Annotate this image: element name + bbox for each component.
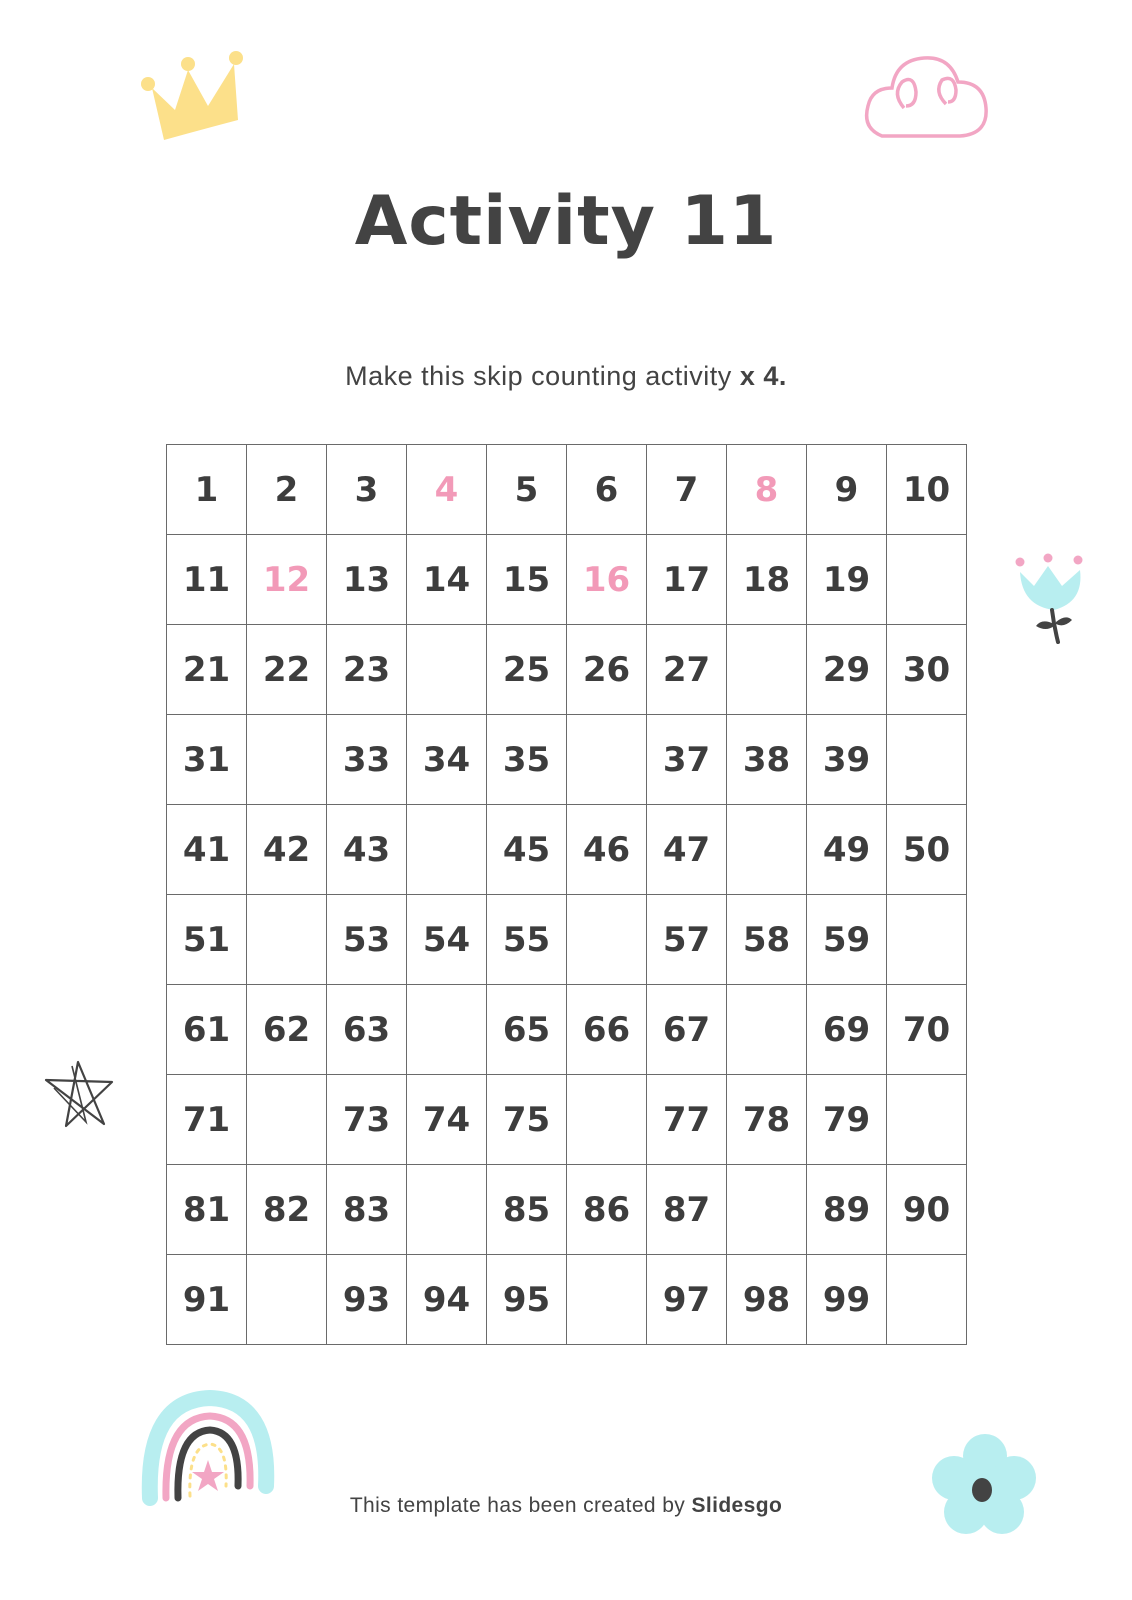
grid-cell: 31 [167, 715, 247, 805]
grid-cell: 19 [807, 535, 887, 625]
grid-cell: 21 [167, 625, 247, 715]
instruction-emphasis: x 4. [739, 361, 787, 391]
grid-cell: 14 [407, 535, 487, 625]
grid-cell-empty[interactable] [247, 1075, 327, 1165]
grid-row [167, 445, 967, 535]
grid-cell-empty[interactable] [567, 1255, 647, 1345]
rainbow-icon [140, 1390, 276, 1506]
crown-icon [140, 48, 250, 143]
grid-cell: 51 [167, 895, 247, 985]
grid-cell: 94 [407, 1255, 487, 1345]
grid-cell: 29 [807, 625, 887, 715]
grid-cell: 82 [247, 1165, 327, 1255]
footer-credit [0, 1494, 1132, 1518]
grid-cell-empty[interactable] [887, 715, 967, 805]
grid-cell: 2 [247, 445, 327, 535]
grid-cell: 45 [487, 805, 567, 895]
grid-cell: 46 [567, 805, 647, 895]
grid-row [167, 535, 967, 625]
grid-cell-empty[interactable] [887, 895, 967, 985]
grid-cell: 22 [247, 625, 327, 715]
grid-cell: 3 [327, 445, 407, 535]
tulip-icon [1014, 552, 1094, 652]
grid-cell: 15 [487, 535, 567, 625]
grid-cell: 61 [167, 985, 247, 1075]
grid-cell-empty[interactable] [247, 715, 327, 805]
grid-cell: 65 [487, 985, 567, 1075]
grid-cell: 50 [887, 805, 967, 895]
grid-cell: 62 [247, 985, 327, 1075]
grid-row [167, 1255, 967, 1345]
grid-cell: 16 [567, 535, 647, 625]
grid-cell: 81 [167, 1165, 247, 1255]
grid-cell-empty[interactable] [727, 1165, 807, 1255]
grid-cell: 1 [167, 445, 247, 535]
grid-cell: 12 [247, 535, 327, 625]
cloud-icon [862, 48, 992, 144]
grid-cell: 97 [647, 1255, 727, 1345]
grid-cell: 10 [887, 445, 967, 535]
footer-text: This template has been created by [349, 1494, 686, 1517]
footer-brand: Slidesgo [691, 1494, 783, 1517]
grid-cell: 59 [807, 895, 887, 985]
grid-cell: 13 [327, 535, 407, 625]
grid-cell: 67 [647, 985, 727, 1075]
grid-row [167, 625, 967, 715]
grid-cell: 25 [487, 625, 567, 715]
grid-row [167, 1075, 967, 1165]
grid-cell: 85 [487, 1165, 567, 1255]
star-icon [42, 1058, 118, 1134]
grid-cell: 57 [647, 895, 727, 985]
instruction [0, 361, 1132, 392]
grid-cell-empty[interactable] [247, 895, 327, 985]
grid-cell: 34 [407, 715, 487, 805]
grid-cell: 49 [807, 805, 887, 895]
grid-row [167, 715, 967, 805]
grid-cell: 4 [407, 445, 487, 535]
grid-cell: 89 [807, 1165, 887, 1255]
grid-cell-empty[interactable] [407, 985, 487, 1075]
grid-cell: 43 [327, 805, 407, 895]
grid-cell: 90 [887, 1165, 967, 1255]
grid-cell: 39 [807, 715, 887, 805]
grid-cell: 37 [647, 715, 727, 805]
grid-cell: 98 [727, 1255, 807, 1345]
grid-cell-empty[interactable] [407, 805, 487, 895]
grid-cell-empty[interactable] [727, 625, 807, 715]
grid-cell: 33 [327, 715, 407, 805]
grid-cell: 8 [727, 445, 807, 535]
grid-cell-empty[interactable] [247, 1255, 327, 1345]
grid-cell-empty[interactable] [567, 895, 647, 985]
grid-cell-empty[interactable] [727, 985, 807, 1075]
grid-cell: 95 [487, 1255, 567, 1345]
grid-cell: 11 [167, 535, 247, 625]
grid-cell: 93 [327, 1255, 407, 1345]
grid-cell: 38 [727, 715, 807, 805]
grid-cell: 5 [487, 445, 567, 535]
grid-cell-empty[interactable] [727, 805, 807, 895]
grid-cell: 79 [807, 1075, 887, 1165]
grid-cell: 71 [167, 1075, 247, 1165]
grid-cell: 91 [167, 1255, 247, 1345]
grid-cell-empty[interactable] [407, 625, 487, 715]
grid-cell: 55 [487, 895, 567, 985]
grid-cell: 42 [247, 805, 327, 895]
grid-cell: 75 [487, 1075, 567, 1165]
grid-cell: 41 [167, 805, 247, 895]
grid-cell-empty[interactable] [567, 715, 647, 805]
grid-cell-empty[interactable] [887, 1255, 967, 1345]
grid-cell: 53 [327, 895, 407, 985]
grid-row [167, 895, 967, 985]
page-title: Activity 11 [354, 182, 778, 261]
grid-cell: 77 [647, 1075, 727, 1165]
grid-cell-empty[interactable] [887, 535, 967, 625]
grid-cell: 78 [727, 1075, 807, 1165]
grid-cell: 66 [567, 985, 647, 1075]
number-grid [166, 444, 967, 1345]
grid-cell: 70 [887, 985, 967, 1075]
grid-row [167, 805, 967, 895]
grid-cell: 58 [727, 895, 807, 985]
grid-cell-empty[interactable] [887, 1075, 967, 1165]
grid-cell: 17 [647, 535, 727, 625]
grid-cell-empty[interactable] [567, 1075, 647, 1165]
grid-cell: 83 [327, 1165, 407, 1255]
grid-cell: 99 [807, 1255, 887, 1345]
grid-cell: 7 [647, 445, 727, 535]
grid-cell: 87 [647, 1165, 727, 1255]
grid-cell: 47 [647, 805, 727, 895]
flower-icon [930, 1430, 1040, 1540]
grid-cell: 30 [887, 625, 967, 715]
grid-cell: 6 [567, 445, 647, 535]
grid-cell: 9 [807, 445, 887, 535]
grid-cell: 86 [567, 1165, 647, 1255]
grid-cell: 23 [327, 625, 407, 715]
grid-cell: 73 [327, 1075, 407, 1165]
grid-cell: 63 [327, 985, 407, 1075]
grid-cell: 54 [407, 895, 487, 985]
grid-cell: 26 [567, 625, 647, 715]
grid-cell: 27 [647, 625, 727, 715]
grid-cell: 74 [407, 1075, 487, 1165]
grid-cell: 18 [727, 535, 807, 625]
grid-row [167, 985, 967, 1075]
grid-row [167, 1165, 967, 1255]
grid-cell: 69 [807, 985, 887, 1075]
instruction-text: Make this skip counting activity [345, 361, 732, 391]
grid-cell-empty[interactable] [407, 1165, 487, 1255]
grid-cell: 35 [487, 715, 567, 805]
